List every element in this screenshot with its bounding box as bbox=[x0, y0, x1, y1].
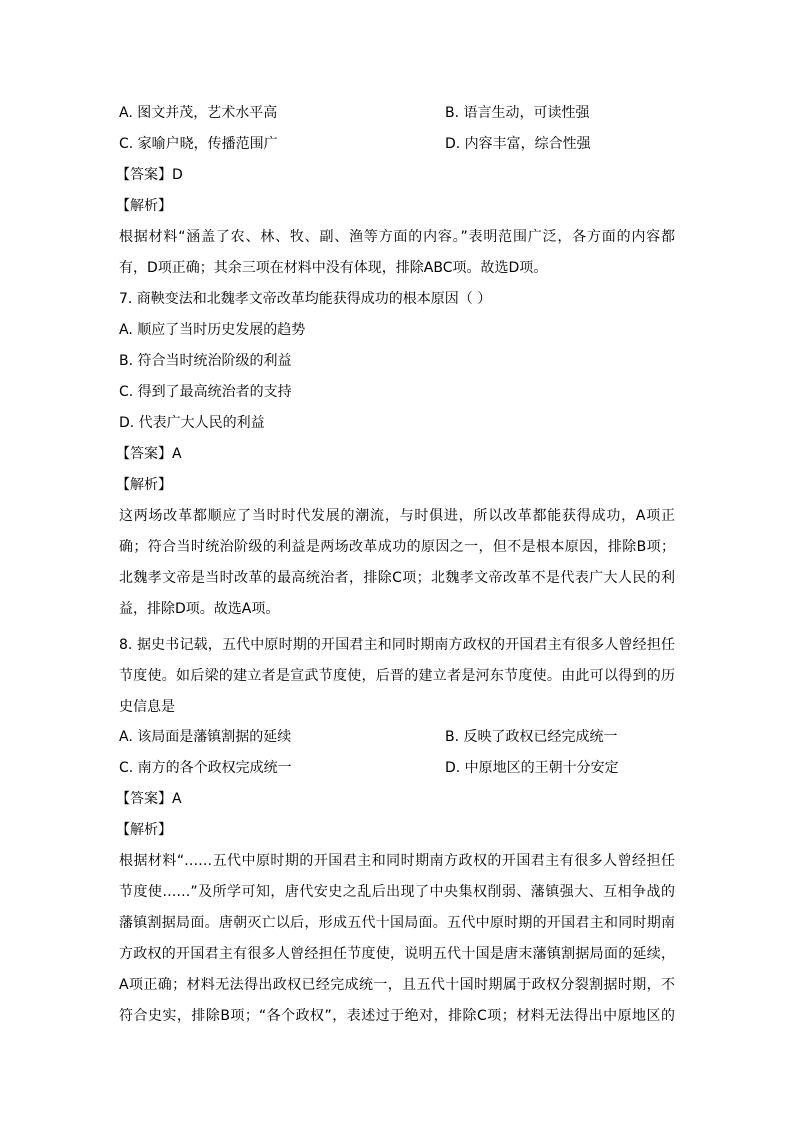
q8-analysis-line: 根据材料“……五代中原时期的开国君主和同时期南方政权的开国君主有很多人曾经担任 bbox=[119, 853, 675, 869]
q8-analysis bbox=[119, 846, 675, 1032]
q7-analysis-line: 这两场改革都顺应了当时时代发展的潮流，与时俱进，所以改革都能获得成功，A项正 bbox=[119, 508, 675, 524]
q6-analysis-line: 有，D项正确；其余三项在材料中没有体现，排除ABC项。故选D项。 bbox=[119, 260, 548, 276]
q7-option-c: C. 得到了最高统治者的支持 bbox=[119, 384, 292, 400]
q6-option-b: B. 语言生动，可读性强 bbox=[445, 105, 590, 121]
q7-analysis-label: 【解析】 bbox=[116, 477, 172, 493]
q8-answer: 【答案】A bbox=[116, 791, 182, 807]
q8-option-d: D. 中原地区的王朝十分安定 bbox=[445, 760, 619, 776]
q8-analysis-line: A项正确；材料无法得出政权已经完成统一，且五代十国时期属于政权分裂割据时期，不 bbox=[119, 977, 675, 993]
q6-analysis-label: 【解析】 bbox=[116, 198, 172, 214]
q8-analysis-line: 方政权的开国君主有很多人曾经担任节度使，说明五代十国是唐末藩镇割据局面的延续， bbox=[119, 946, 675, 962]
q8-stem bbox=[119, 630, 675, 723]
q8-analysis-line: 节度使……”及所学可知，唐代安史之乱后出现了中央集权削弱、藩镇强大、互相争战的 bbox=[119, 884, 675, 900]
q7-option-b: B. 符合当时统治阶级的利益 bbox=[119, 353, 292, 369]
q8-analysis-line: 藩镇割据局面。唐朝灭亡以后，形成五代十国局面。五代中原时期的开国君主和同时期南 bbox=[119, 915, 675, 931]
q7-answer: 【答案】A bbox=[116, 446, 182, 462]
q7-analysis-line: 确；符合当时统治阶级的利益是两场改革成功的原因之一，但不是根本原因，排除B项； bbox=[119, 539, 675, 555]
q6-option-a: A. 图文并茂，艺术水平高 bbox=[119, 105, 278, 121]
q7-analysis-line: 益，排除D项。故选A项。 bbox=[119, 601, 280, 617]
q8-stem-line: 节度使。如后梁的建立者是宣武节度使，后晋的建立者是河东节度使。由此可以得到的历 bbox=[119, 668, 675, 684]
q7-option-d: D. 代表广大人民的利益 bbox=[119, 415, 265, 431]
q6-answer: 【答案】D bbox=[116, 167, 183, 183]
q7-stem: 7. 商鞅变法和北魏孝文帝改革均能获得成功的根本原因（ ） bbox=[119, 291, 492, 307]
q8-analysis-line: 符合史实，排除B项；“各个政权”，表述过于绝对，排除C项；材料无法得出中原地区的 bbox=[119, 1008, 675, 1024]
q6-option-d: D. 内容丰富，综合性强 bbox=[445, 136, 591, 152]
q8-option-a: A. 该局面是藩镇割据的延续 bbox=[119, 729, 292, 745]
q6-analysis-line: 根据材料“涵盖了农、林、牧、副、渔等方面的内容。”表明范围广泛，各方面的内容都 bbox=[119, 229, 675, 245]
q8-stem-line: 史信息是 bbox=[119, 699, 175, 715]
q8-option-b: B. 反映了政权已经完成统一 bbox=[445, 729, 618, 745]
q6-analysis bbox=[119, 222, 675, 284]
q8-analysis-label: 【解析】 bbox=[116, 822, 172, 838]
q7-analysis bbox=[119, 501, 675, 625]
q7-option-a: A. 顺应了当时历史发展的趋势 bbox=[119, 322, 306, 338]
q7-analysis-line: 北魏孝文帝是当时改革的最高统治者，排除C项；北魏孝文帝改革不是代表广大人民的利 bbox=[119, 570, 675, 586]
q8-option-c: C. 南方的各个政权完成统一 bbox=[119, 760, 292, 776]
q8-stem-line: 8. 据史书记载，五代中原时期的开国君主和同时期南方政权的开国君主有很多人曾经担任 bbox=[119, 637, 675, 653]
q6-option-c: C. 家喻户晓，传播范围广 bbox=[119, 136, 278, 152]
